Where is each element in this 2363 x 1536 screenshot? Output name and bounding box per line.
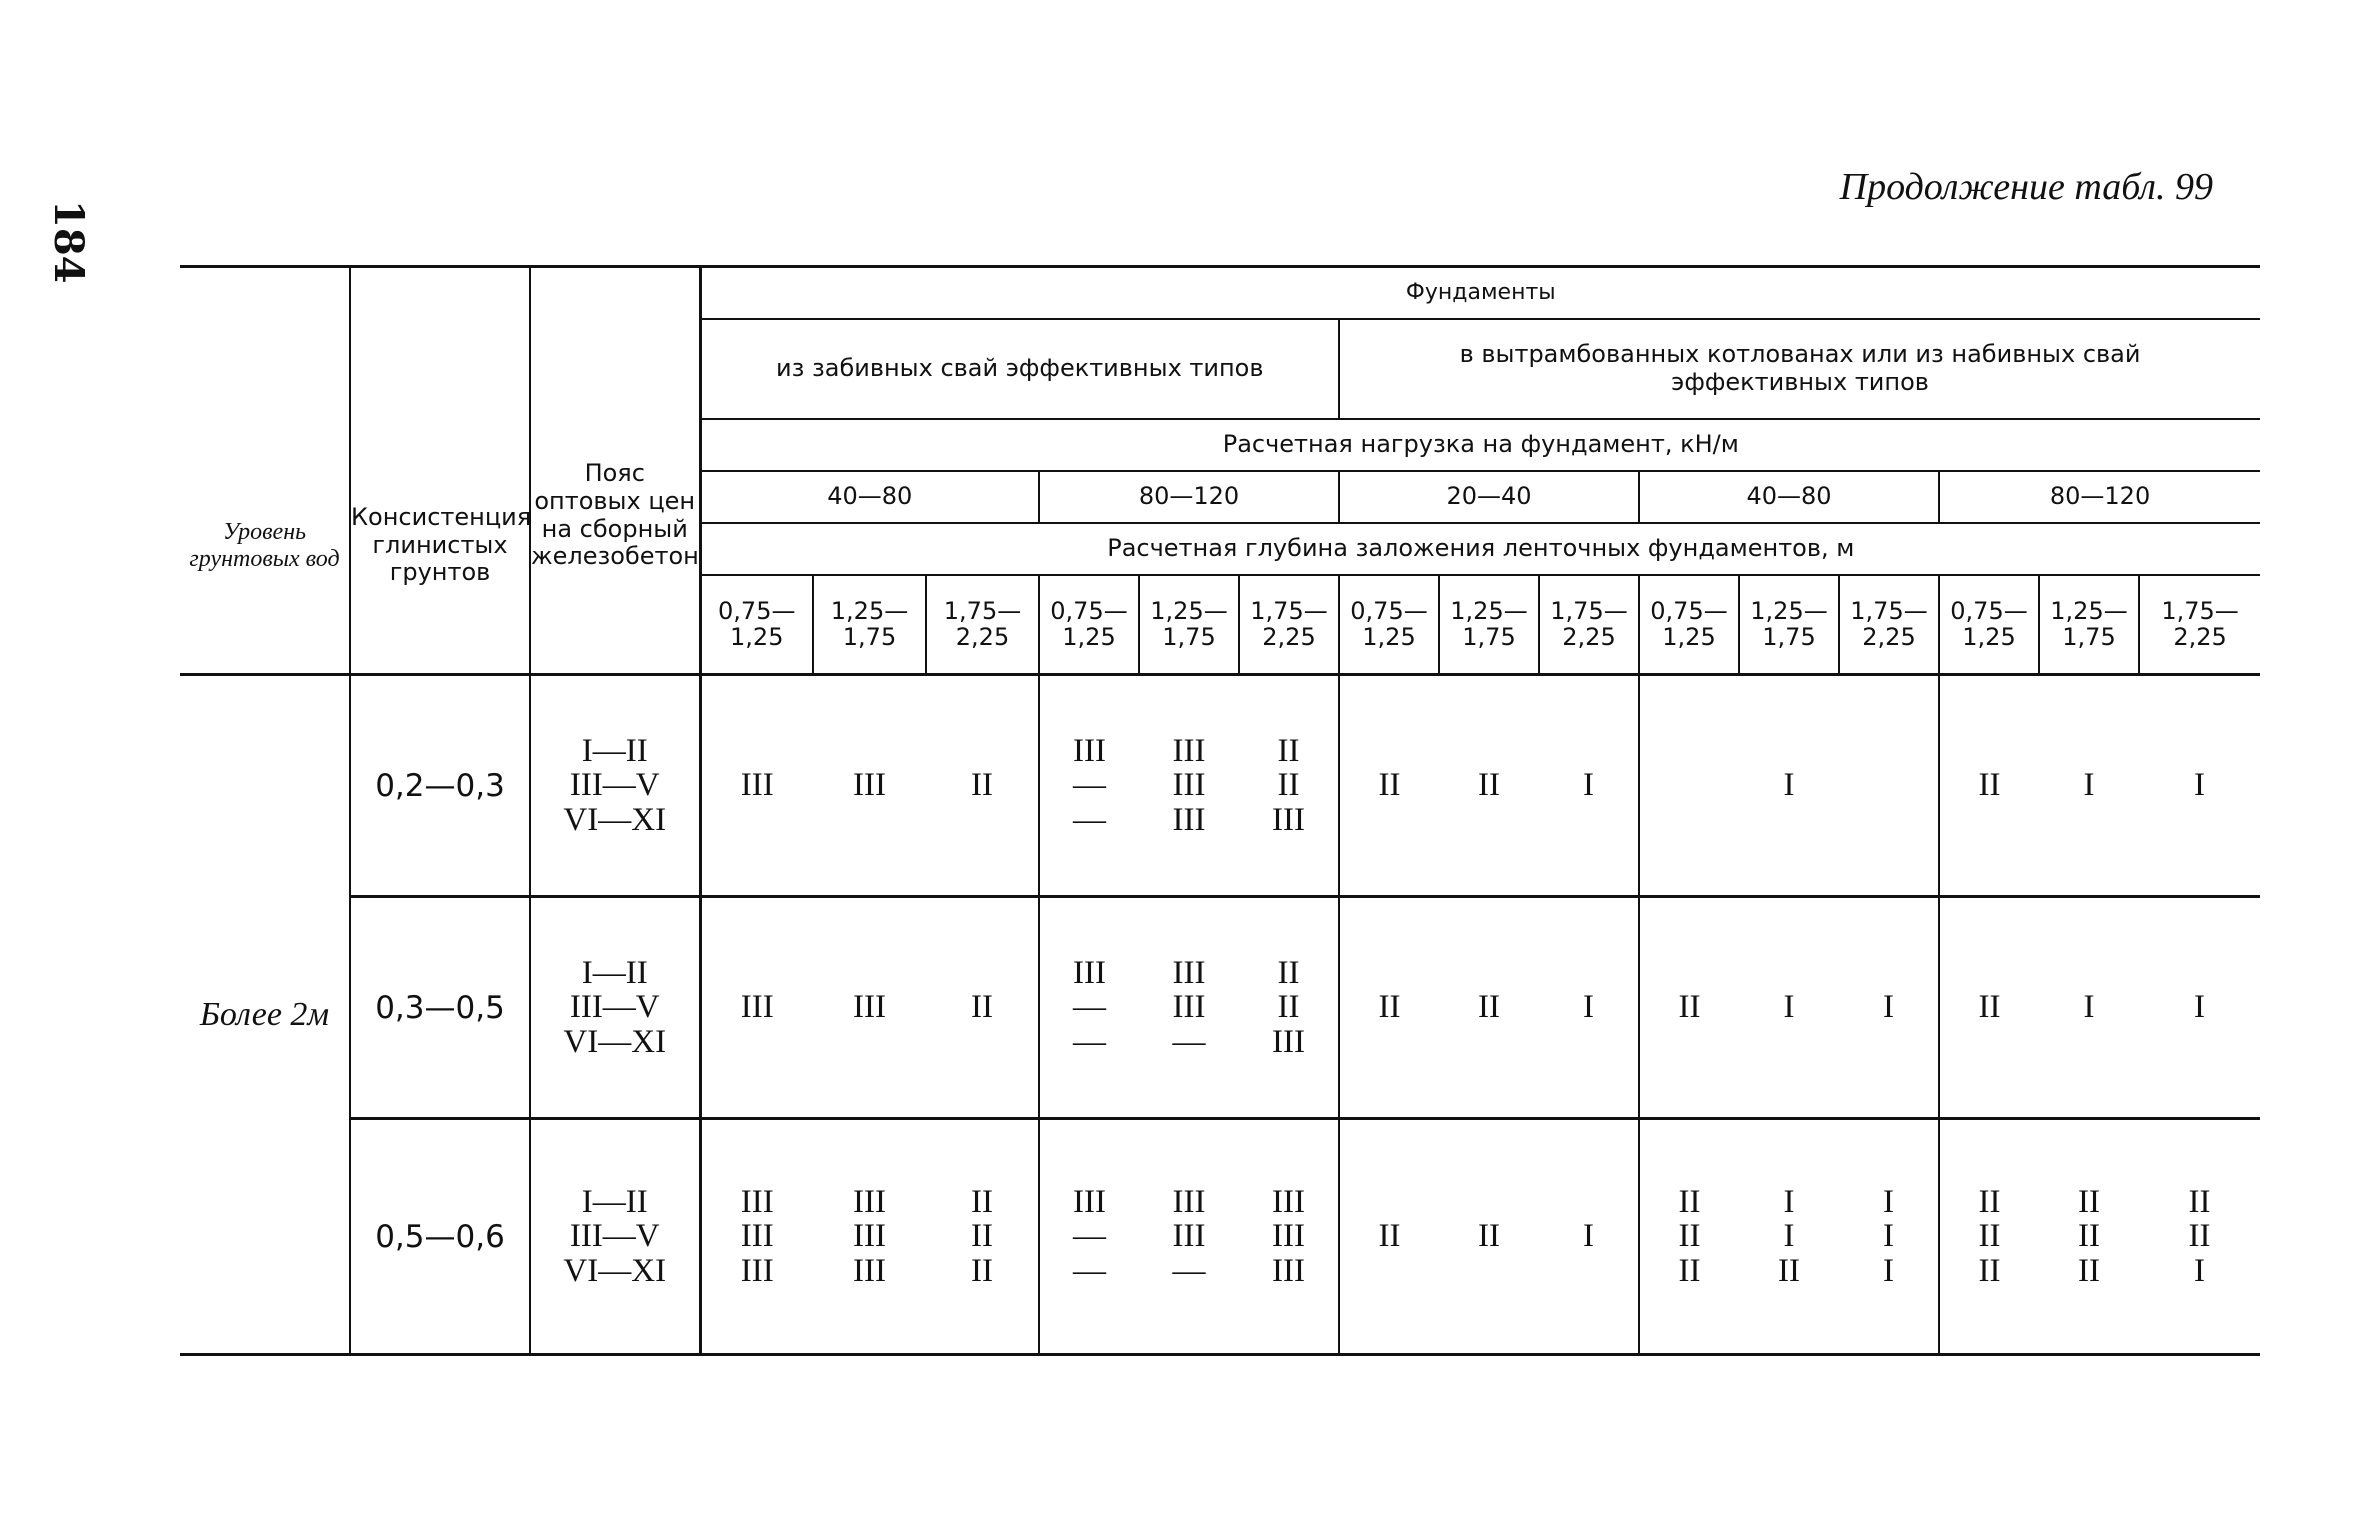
table-cell: III (813, 897, 926, 1119)
header-consistency: Консистенция глинистых грунтов (350, 267, 530, 675)
data-table (180, 265, 2260, 1356)
table-cell: I (1539, 1119, 1639, 1355)
price-zone-cell: I—II III—V VI—XI (530, 675, 700, 897)
table-cell: III III III (1139, 675, 1239, 897)
header-depth-range: 0,75— 1,25 (700, 575, 813, 675)
header-design-depth: Расчетная глубина заложения ленточных фундаментов, м (700, 523, 2260, 575)
header-depth-range: 1,75— 2,25 (1839, 575, 1939, 675)
header-group-rammed-pits: в вытрамбованных котлованах или из набивных свай эффективных типов (1339, 319, 2260, 419)
table-cell: II (1339, 675, 1439, 897)
table-cell: I (2139, 897, 2260, 1119)
table-cell: II II II (926, 1119, 1039, 1355)
header-depth-range: 1,25— 1,75 (1139, 575, 1239, 675)
table-cell: III — — (1039, 897, 1139, 1119)
table-row (180, 675, 2260, 897)
table-cell: I (2039, 897, 2139, 1119)
header-depth-range: 1,25— 1,75 (2039, 575, 2139, 675)
header-depth-range: 1,25— 1,75 (1739, 575, 1839, 675)
header-group-driven-piles: из забивных свай эффективных типов (700, 319, 1339, 419)
header-depth-range: 1,75— 2,25 (926, 575, 1039, 675)
table-cell: I (1539, 675, 1639, 897)
price-zone-cell: I—II III—V VI—XI (530, 897, 700, 1119)
header-depth-range: 1,75— 2,25 (1239, 575, 1339, 675)
table-cell: II II II (1639, 1119, 1739, 1355)
table-cell: II II II (2039, 1119, 2139, 1355)
header-load-range: 80—120 (1039, 471, 1339, 523)
header-design-load: Расчетная нагрузка на фундамент, кН/м (700, 419, 2260, 471)
header-depth-range: 0,75— 1,25 (1039, 575, 1139, 675)
table-cell: I I II (1739, 1119, 1839, 1355)
table-cell: II (926, 897, 1039, 1119)
header-depth-range: 0,75— 1,25 (1339, 575, 1439, 675)
table-cell: II (1639, 897, 1739, 1119)
table-cell: III — — (1039, 1119, 1139, 1355)
table-cell: III (813, 675, 926, 897)
table-cell: II (1939, 897, 2039, 1119)
table-cell: II II III (1239, 897, 1339, 1119)
table-cell: II II III (1239, 675, 1339, 897)
table-cell: III III — (1139, 897, 1239, 1119)
consistency-cell: 0,5—0,6 (350, 1119, 530, 1355)
table-row (180, 897, 2260, 1119)
header-load-range: 40—80 (1639, 471, 1939, 523)
header-depth-range: 0,75— 1,25 (1939, 575, 2039, 675)
table-cell: II (1439, 675, 1539, 897)
header-foundations: Фундаменты (700, 267, 2260, 319)
table-cell: II II I (2139, 1119, 2260, 1355)
table-cell: III (700, 897, 813, 1119)
header-price-zone: Пояс оптовых цен на сборный железобетон (530, 267, 700, 675)
header-load-range: 40—80 (700, 471, 1039, 523)
table-cell-merged: I (1639, 675, 1939, 897)
table-cell: III — — (1039, 675, 1139, 897)
table-cell: II (1939, 675, 2039, 897)
table-cell: II (1439, 1119, 1539, 1355)
header-depth-range: 0,75— 1,25 (1639, 575, 1739, 675)
consistency-cell: 0,3—0,5 (350, 897, 530, 1119)
table-cell: II II II (1939, 1119, 2039, 1355)
table-cell: II (1339, 897, 1439, 1119)
consistency-cell: 0,2—0,3 (350, 675, 530, 897)
header-depth-range: 1,25— 1,75 (813, 575, 926, 675)
table-cell: III III — (1139, 1119, 1239, 1355)
table-cell: III III III (813, 1119, 926, 1355)
table-cell: I (2039, 675, 2139, 897)
table-row (180, 1119, 2260, 1355)
table-cell: III (700, 675, 813, 897)
page-number: 184 (45, 200, 92, 284)
table-cell: III III III (700, 1119, 813, 1355)
header-depth-range: 1,75— 2,25 (1539, 575, 1639, 675)
header-load-range: 20—40 (1339, 471, 1639, 523)
table-cell: II (926, 675, 1039, 897)
header-depth-range: 1,75— 2,25 (2139, 575, 2260, 675)
table-cell: I (1539, 897, 1639, 1119)
price-zone-cell: I—II III—V VI—XI (530, 1119, 700, 1355)
table-cell: I I I (1839, 1119, 1939, 1355)
header-load-range: 80—120 (1939, 471, 2260, 523)
table-cell: I (1739, 897, 1839, 1119)
table-cell: I (1839, 897, 1939, 1119)
header-depth-range: 1,25— 1,75 (1439, 575, 1539, 675)
table-cell: II (1339, 1119, 1439, 1355)
table-cell: III III III (1239, 1119, 1339, 1355)
table-cell: II (1439, 897, 1539, 1119)
table-cell: I (2139, 675, 2260, 897)
table-continuation-title: Продолжение табл. 99 (1839, 166, 2213, 208)
groundwater-level-cell: Более 2м (180, 675, 350, 1355)
header-groundwater-level: Уровень грунтовых вод (180, 267, 350, 675)
